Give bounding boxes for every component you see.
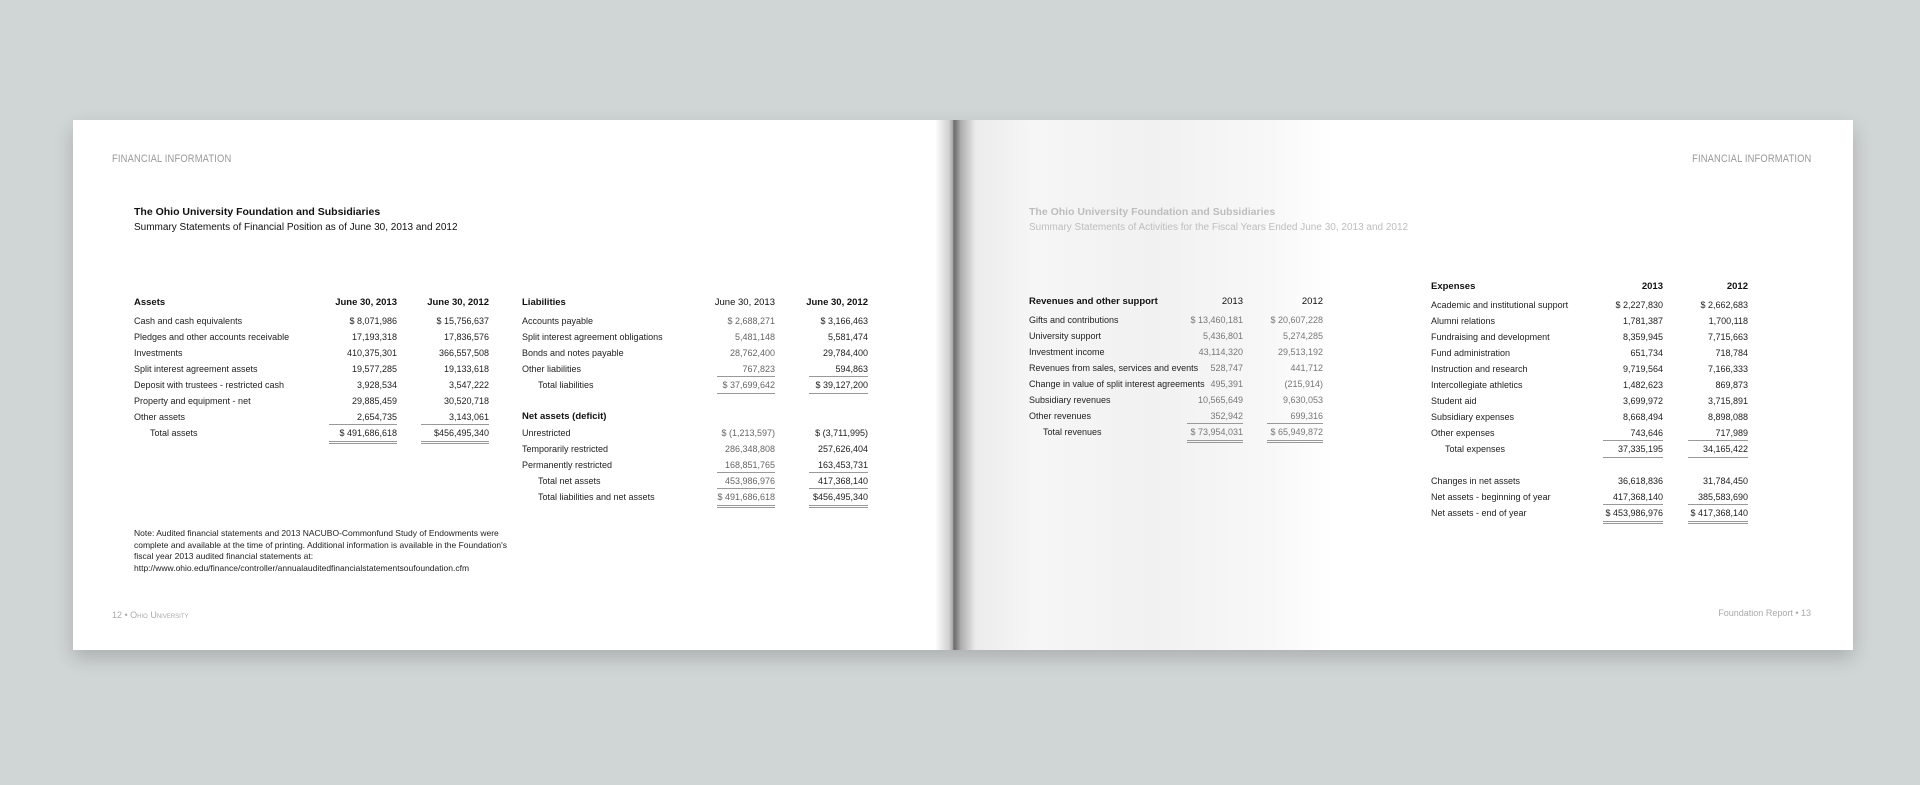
expenses-heading: Expenses [1431,281,1476,292]
total-liabilities-net-assets-label: Total liabilities and net assets [538,492,655,502]
subtotal-rule [1688,457,1748,458]
change-row-2013: 36,618,836 [1617,476,1663,486]
total-expenses-2012: 34,165,422 [1702,444,1748,454]
net-asset-row-label: Temporarily restricted [522,444,609,454]
total-double-rule [1267,440,1323,443]
total-double-rule [1603,521,1663,524]
asset-row-2012: 3,547,222 [448,380,489,390]
liability-row-2013: 5,481,148 [734,332,775,342]
revenue-row-2012: 29,513,192 [1277,347,1323,357]
net-asset-row-2012: $ (3,711,995) [815,428,868,438]
subtotal-rule [809,393,868,394]
expense-row-label: Fundraising and development [1431,332,1550,342]
expense-row-2013: 743,646 [1630,428,1663,438]
liability-row-2013: $ 2,688,271 [727,316,775,326]
total-net-assets-label: Total net assets [538,476,601,486]
liability-row-label: Split interest agreement obligations [522,332,663,342]
expense-row-2012: $ 2,662,683 [1700,300,1748,310]
total-double-rule [809,505,868,508]
revenue-row-2013: 352,942 [1210,411,1243,421]
net-assets-end-2012: $ 417,368,140 [1690,508,1748,518]
revenue-row-2012: 5,274,285 [1282,331,1323,341]
total-liabilities-net-assets-2013: $ 491,686,618 [717,492,775,502]
asset-row-label: Investments [134,348,183,358]
expense-row-2013: 651,734 [1630,348,1663,358]
expense-row-label: Other expenses [1431,428,1495,438]
net-assets-heading: Net assets (deficit) [522,411,607,422]
liabilities-col-2013: June 30, 2013 [714,297,775,308]
total-liabilities-2012: $ 39,127,200 [815,380,868,390]
activities-statement-subtitle: Summary Statements of Activities for the Fiscal Years Ended June 30, 2013 and 2012 [1029,222,1409,233]
section-header-left: FINANCIAL INFORMATION [112,153,232,165]
assets-col-2012: June 30, 2012 [427,297,489,308]
asset-row-2013: 410,375,301 [346,348,397,358]
liabilities-heading: Liabilities [522,297,566,308]
revenue-row-label: Revenues from sales, services and events [1029,363,1199,373]
asset-row-2013: 29,885,459 [351,396,397,406]
expense-row-2013: 8,668,494 [1622,412,1663,422]
change-row-label: Net assets - beginning of year [1431,492,1551,502]
expense-row-2012: 1,700,118 [1708,316,1748,326]
expense-row-label: Alumni relations [1431,316,1496,326]
revenue-row-2013: 5,436,801 [1202,331,1243,341]
revenue-row-label: Subsidiary revenues [1029,395,1111,405]
right-page [953,120,1853,650]
asset-row-2013: 17,193,318 [351,332,397,342]
asset-row-2013: $ 8,071,986 [349,316,397,326]
total-assets-2013: $ 491,686,618 [339,428,397,438]
expense-row-2013: 3,699,972 [1622,396,1663,406]
net-asset-row-label: Permanently restricted [522,460,613,470]
net-asset-row-2013: $ (1,213,597) [721,428,775,438]
subtotal-rule [717,393,775,394]
expense-row-2013: 9,719,564 [1622,364,1663,374]
expense-row-label: Instruction and research [1431,364,1528,374]
liability-row-2013: 28,762,400 [729,348,775,358]
revenue-row-2013: 528,747 [1210,363,1243,373]
asset-row-label: Deposit with trustees - restricted cash [134,380,285,390]
expense-row-label: Intercollegiate athletics [1431,380,1523,390]
liability-row-label: Accounts payable [522,316,594,326]
liabilities-col-2012: June 30, 2012 [806,297,868,308]
expense-row-2012: 869,873 [1715,380,1748,390]
left-page [73,120,953,650]
liability-row-label: Other liabilities [522,364,582,374]
expense-row-label: Student aid [1431,396,1477,406]
net-asset-row-label: Unrestricted [522,428,571,438]
total-net-assets-2012: 417,368,140 [817,476,868,486]
revenue-row-label: Other revenues [1029,411,1092,421]
asset-row-2012: 3,143,061 [448,412,489,422]
revenue-row-label: University support [1029,331,1102,341]
liability-row-2012: 29,784,400 [822,348,868,358]
total-revenues-2012: $ 65,949,872 [1270,427,1323,437]
revenue-row-label: Investment income [1029,347,1105,357]
total-double-rule [329,441,397,444]
expense-row-2012: 7,166,333 [1707,364,1748,374]
section-header-right: FINANCIAL INFORMATION [1691,153,1811,165]
asset-row-label: Property and equipment - net [134,396,251,406]
expenses-col-2012: 2012 [1726,281,1748,292]
revenues-heading: Revenues and other support [1029,296,1158,307]
expense-row-label: Fund administration [1431,348,1511,358]
change-row-2012: 31,784,450 [1702,476,1748,486]
total-double-rule [421,441,489,444]
asset-row-2012: 19,133,618 [443,364,489,374]
total-net-assets-2013: 453,986,976 [724,476,775,486]
expense-row-2013: $ 2,227,830 [1615,300,1663,310]
asset-row-2012: $ 15,756,637 [436,316,489,326]
page-footer-left: 12 • Ohio University [112,610,189,620]
expense-row-label: Academic and institutional support [1431,300,1569,310]
revenues-col-2012: 2012 [1301,296,1323,307]
assets-col-2013: June 30, 2013 [335,297,397,308]
revenue-row-2012: 441,712 [1290,363,1323,373]
asset-row-label: Split interest agreement assets [134,364,258,374]
brochure-spread [73,120,1853,650]
total-revenues-label: Total revenues [1043,427,1102,437]
total-double-rule [1688,521,1748,524]
expense-row-2012: 717,989 [1715,428,1748,438]
asset-row-label: Other assets [134,412,186,422]
asset-row-2013: 2,654,735 [356,412,397,422]
asset-row-2012: 30,520,718 [443,396,489,406]
audit-note: Note: Audited financial statements and 2013 NACUBO-Commonfund Study of Endowments were complete and available at the time of printing. Additional information is available in the Foundation's fiscal year 2013 audited financial statements at: http://www.ohio.edu/finance/controller/annualauditedfinancialstatementsoufoundation.cfm [134,528,508,573]
revenue-row-2013: 43,114,320 [1198,347,1243,357]
revenue-row-label: Change in value of split interest agreements [1029,379,1205,389]
net-asset-row-2013: 286,348,808 [724,444,775,454]
revenue-row-2012: (215,914) [1284,379,1323,389]
asset-row-2012: 366,557,508 [438,348,489,358]
revenue-row-2013: 495,391 [1210,379,1243,389]
revenue-row-2012: 699,316 [1290,411,1323,421]
asset-row-2012: 17,836,576 [443,332,489,342]
activities-statement-title: The Ohio University Foundation and Subsidiaries [1029,206,1276,218]
subtotal-rule [1603,457,1663,458]
net-assets-end-2013: $ 453,986,976 [1605,508,1663,518]
expense-row-label: Subsidiary expenses [1431,412,1515,422]
revenues-col-2013: 2013 [1221,296,1243,307]
total-liabilities-2013: $ 37,699,642 [722,380,775,390]
total-revenues-2013: $ 73,954,031 [1190,427,1243,437]
asset-row-2013: 3,928,534 [356,380,397,390]
revenue-row-2012: 9,630,053 [1282,395,1323,405]
expense-row-2012: 718,784 [1715,348,1748,358]
total-expenses-label: Total expenses [1445,444,1506,454]
change-row-2013: 417,368,140 [1612,492,1663,502]
expense-row-2013: 8,359,945 [1622,332,1663,342]
assets-heading: Assets [134,297,166,308]
net-assets-end-label: Net assets - end of year [1431,508,1527,518]
total-double-rule [717,505,775,508]
liability-row-2013: 767,823 [742,364,775,374]
position-statement-subtitle: Summary Statements of Financial Position as of June 30, 2013 and 2012 [134,222,458,233]
liability-row-label: Bonds and notes payable [522,348,624,358]
total-assets-2012: $456,495,340 [433,428,489,438]
change-row-2012: 385,583,690 [1697,492,1748,502]
liability-row-2012: 5,581,474 [827,332,868,342]
expense-row-2012: 7,715,663 [1707,332,1748,342]
total-expenses-2013: 37,335,195 [1617,444,1663,454]
expense-row-2012: 3,715,891 [1707,396,1748,406]
revenue-row-label: Gifts and contributions [1029,315,1119,325]
revenue-row-2012: $ 20,607,228 [1270,315,1323,325]
revenue-row-2013: $ 13,460,181 [1190,315,1243,325]
net-asset-row-2012: 163,453,731 [817,460,868,470]
expense-row-2012: 8,898,088 [1707,412,1748,422]
position-statement-title: The Ohio University Foundation and Subsidiaries [134,206,381,218]
total-assets-label: Total assets [150,428,198,438]
page-footer-right: Foundation Report • 13 [1718,608,1811,618]
total-liabilities-net-assets-2012: $456,495,340 [812,492,868,502]
total-liabilities-label: Total liabilities [538,380,594,390]
asset-row-label: Pledges and other accounts receivable [134,332,290,342]
total-double-rule [1187,440,1243,443]
liability-row-2012: 594,863 [835,364,868,374]
asset-row-2013: 19,577,285 [351,364,397,374]
asset-row-label: Cash and cash equivalents [134,316,243,326]
revenue-row-2013: 10,565,649 [1197,395,1243,405]
net-asset-row-2013: 168,851,765 [724,460,775,470]
expenses-col-2013: 2013 [1641,281,1663,292]
change-row-label: Changes in net assets [1431,476,1521,486]
net-asset-row-2012: 257,626,404 [817,444,868,454]
liability-row-2012: $ 3,166,463 [820,316,868,326]
expense-row-2013: 1,781,387 [1622,316,1663,326]
expense-row-2013: 1,482,623 [1622,380,1663,390]
